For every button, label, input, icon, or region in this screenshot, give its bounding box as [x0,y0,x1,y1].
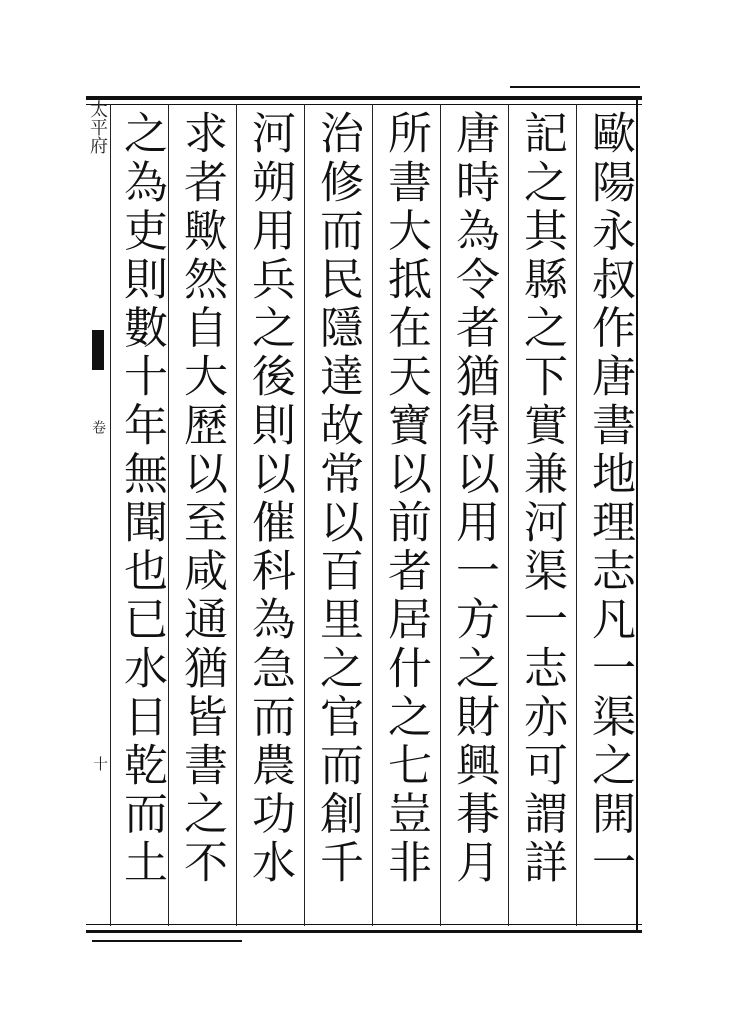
bottom-border-extension [92,940,242,942]
column-separator [304,104,305,926]
column-separator [110,104,111,926]
text-column-8: 之為吏則數十年無聞也已水日乾而土 [116,110,167,888]
column-separator [508,104,509,926]
bottom-border-thin [86,924,642,925]
top-border-extension [510,86,640,88]
margin-header-text: 太平府 [87,100,108,154]
top-border-thick [86,96,642,100]
column-separator [576,104,577,926]
text-column-2: 記之其縣之下實兼河渠一志亦可謂詳 [516,110,567,888]
text-column-7: 求者歟然自大歷以至咸通猶皆書之不 [176,110,227,888]
bottom-border-thick [86,930,642,933]
text-column-3: 唐時為令者猶得以用一方之財興朞月 [448,110,499,888]
margin-page-number: 十 [91,756,109,771]
margin-strip [86,104,110,926]
text-column-6: 河朔用兵之後則以催科為急而農功水 [244,110,295,888]
margin-fishtail-mark [92,330,104,370]
margin-small-text: 卷 [90,420,106,434]
top-border-thin [86,104,642,105]
column-separator [372,104,373,926]
text-column-5: 治修而民隱達故常以百里之官而創千 [312,110,363,888]
column-separator [236,104,237,926]
text-column-4: 所書大抵在天寶以前者居什之七豈非 [380,110,431,888]
text-column-1: 歐陽永叔作唐書地理志凡一渠之開一 [584,110,635,888]
column-separator [440,104,441,926]
